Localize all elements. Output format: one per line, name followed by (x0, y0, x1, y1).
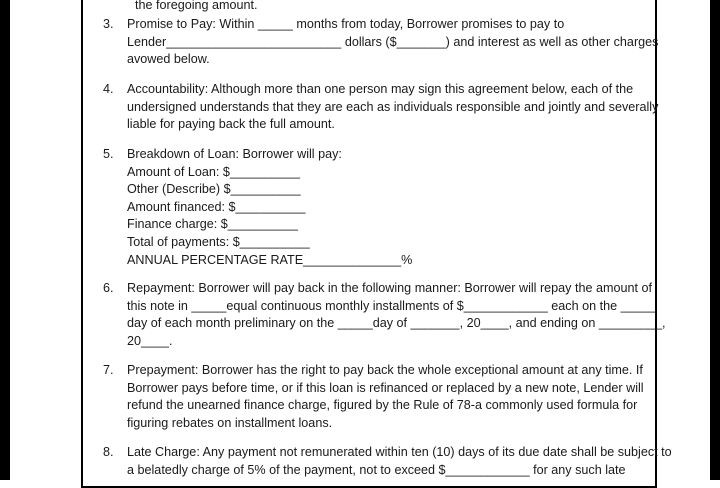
clause-line: liable for paying back the full amount. (127, 117, 335, 132)
clause-line: day of each month preliminary on the _____day of _______, 20____, and ending on _________, (127, 316, 666, 331)
clause-line: Lender_________________________ dollars ($_______) and interest as well as other charges (127, 34, 659, 49)
clause-text (127, 81, 659, 134)
clause-line: Breakdown of Loan: Borrower will pay: (127, 147, 342, 161)
clause-number: 5. (103, 147, 114, 161)
clause-line: ANNUAL PERCENTAGE RATE______________% (127, 252, 413, 267)
clause-number: 3. (103, 17, 114, 31)
clause-line: refund the unearned finance charge, figured by the Rule of 78-a commonly used formula for (127, 398, 638, 413)
clause-line: 20____. (127, 333, 173, 348)
clause-line: Amount financed: $__________ (127, 199, 306, 214)
clause-text (127, 146, 653, 269)
clause-line: Repayment: Borrower will pay back in the following manner: Borrower will repay the amount of (127, 281, 652, 295)
document-sheet (10, 0, 710, 480)
clause-line: this note in _____equal continuous monthly installments of $____________ each on the _____ (127, 298, 656, 313)
clause-line: avowed below. (127, 52, 210, 67)
clause-line: figuring rebates on installment loans. (127, 415, 333, 430)
clause-number: 4. (103, 82, 114, 96)
clause-text (127, 16, 659, 69)
clause-text (127, 444, 672, 479)
clause-line: Total of payments: $__________ (127, 234, 310, 249)
clause-line: a belatedly charge of 5% of the payment, not to exceed $____________ for any such late (127, 462, 626, 477)
clause-text (127, 280, 666, 350)
clause-line: Finance charge: $__________ (127, 217, 298, 232)
clause-line: Late Charge: Any payment not remunerated within ten (10) days of its due date shall be subject to (127, 445, 672, 459)
clause-line: undersigned understands that they are each as individuals responsible and jointly and severally (127, 99, 659, 114)
clause-text (127, 362, 653, 432)
clause-line: Amount of Loan: $__________ (127, 164, 300, 179)
clause-number: 7. (103, 363, 114, 377)
clause-line: Prepayment: Borrower has the right to pay back the whole exceptional amount at any time. If (127, 363, 643, 377)
clause-line: Promise to Pay: Within _____ months from today, Borrower promises to pay to (127, 17, 565, 31)
clause-line: Accountability: Although more than one person may sign this agreement below, each of the (127, 82, 634, 96)
clause-number: 8. (103, 445, 114, 459)
clipped-top-line: the foregoing amount. (135, 0, 258, 12)
clause-line: Other (Describe) $__________ (127, 182, 301, 197)
clause-line: Borrower pays before time, or if this loan is refinanced or replaced by a new note, Lender will (127, 380, 644, 395)
clause-number: 6. (103, 281, 114, 295)
